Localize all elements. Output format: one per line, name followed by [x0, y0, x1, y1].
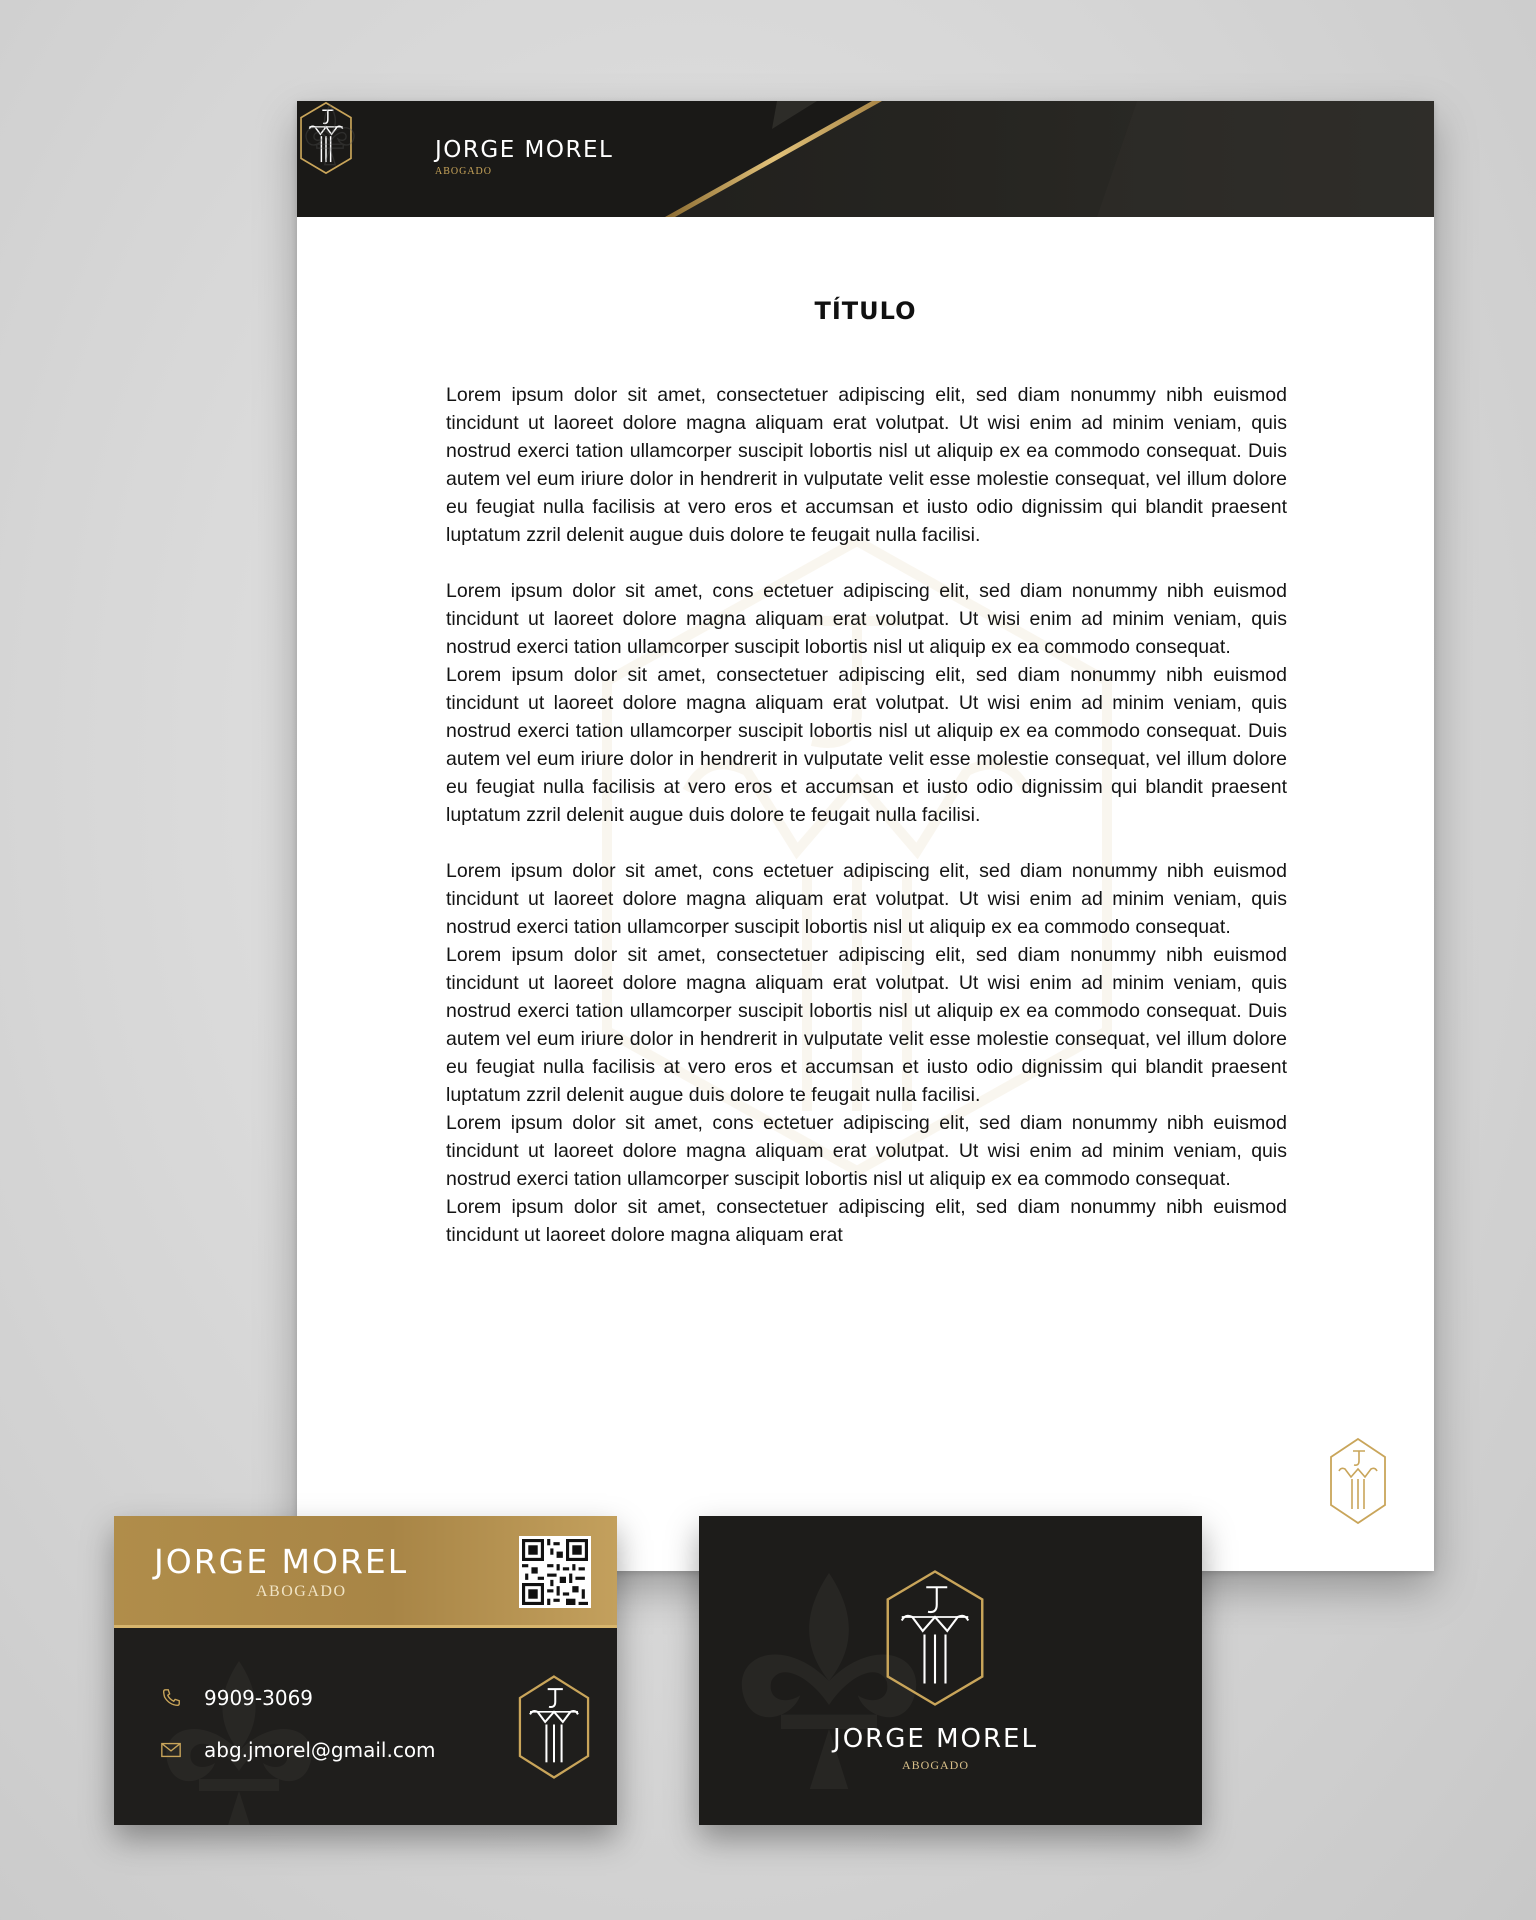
phone-number[interactable]: 9909-3069: [204, 1686, 314, 1710]
body-paragraph: Lorem ipsum dolor sit amet, consectetuer adipiscing elit, sed diam nonummy nibh euismod tincidunt ut laoreet dolore magna aliquam erat volutpat. Ut wisi enim ad minim veniam, quis nostrud exerci tation ullamcorper suscipit lobortis nisl ut aliquip ex ea commodo consequat. Duis autem vel eum iriure dolor in hendrerit in vulputate velit esse molestie consequat, vel illum dolore eu feugiat nulla facilisis at vero eros et accumsan et iusto odio dignissim qui blandit praesent luptatum zzril delenit augue duis dolore te feugait nulla facilisi.: [446, 664, 1287, 826]
card-brand-name: JORGE MOREL: [154, 1542, 409, 1581]
phone-icon: [158, 1687, 184, 1709]
monogram-logo-icon: [516, 1674, 592, 1780]
footer-monogram-icon: [1328, 1437, 1388, 1525]
card-back-brand-name: JORGE MOREL: [833, 1724, 1038, 1754]
email-row[interactable]: [158, 1738, 436, 1762]
body-paragraph: Lorem ipsum dolor sit amet, consectetuer adipiscing elit, sed diam nonummy nibh euismod tincidunt ut laoreet dolore magna aliquam erat volutpat. Ut wisi enim ad minim veniam, quis nostrud exerci tation ullamcorper suscipit lobortis nisl ut aliquip ex ea commodo consequat. Duis autem vel eum iriure dolor in hendrerit in vulputate velit esse molestie consequat, vel illum dolore eu feugiat nulla facilisis at vero eros et accumsan et iusto odio dignissim qui blandit praesent luptatum zzril delenit augue duis dolore te feugait nulla facilisi.: [446, 944, 1287, 1106]
body-paragraph: Lorem ipsum dolor sit amet, consectetuer adipiscing elit, sed diam nonummy nibh euismod tincidunt ut laoreet dolore magna aliquam erat volutpat. Ut wisi enim ad minim veniam, quis nostrud exerci tation ullamcorper suscipit lobortis nisl ut aliquip ex ea commodo consequat. Duis autem vel eum iriure dolor in hendrerit in vulputate velit esse molestie consequat, vel illum dolore eu feugiat nulla facilisis at vero eros et accumsan et iusto odio dignissim qui blandit praesent luptatum zzril delenit augue duis dolore te feugait nulla facilisi.: [446, 384, 1287, 546]
business-card-back: [699, 1516, 1202, 1825]
letterhead-header: [297, 101, 1434, 217]
header-brand-subtitle: ABOGADO: [435, 166, 492, 177]
header-brand-name: JORGE MOREL: [435, 137, 614, 163]
card-brand-subtitle: ABOGADO: [256, 1583, 347, 1600]
email-address[interactable]: abg.jmorel@gmail.com: [204, 1738, 436, 1762]
business-card-front: [114, 1516, 617, 1825]
monogram-logo-icon: [882, 1568, 988, 1708]
phone-row[interactable]: [158, 1686, 313, 1710]
body-paragraph: Lorem ipsum dolor sit amet, consectetuer adipiscing elit, sed diam nonummy nibh euismod tincidunt ut laoreet dolore magna aliquam erat: [446, 1196, 1287, 1246]
body-paragraph: Lorem ipsum dolor sit amet, cons ectetuer adipiscing elit, sed diam nonummy nibh euismod tincidunt ut laoreet dolore magna aliquam erat volutpat. Ut wisi enim ad minim veniam, quis nostrud exerci tation ullamcorper suscipit lobortis nisl ut aliquip ex ea commodo consequat.: [446, 580, 1287, 658]
body-paragraph: Lorem ipsum dolor sit amet, cons ectetuer adipiscing elit, sed diam nonummy nibh euismod tincidunt ut laoreet dolore magna aliquam erat volutpat. Ut wisi enim ad minim veniam, quis nostrud exerci tation ullamcorper suscipit lobortis nisl ut aliquip ex ea commodo consequat.: [446, 860, 1287, 938]
card-gold-band: [114, 1516, 617, 1628]
letter-body: [446, 381, 1287, 1249]
card-back-brand-subtitle: ABOGADO: [902, 1758, 969, 1772]
letterhead-page: [297, 101, 1434, 1571]
body-paragraph: Lorem ipsum dolor sit amet, cons ectetuer adipiscing elit, sed diam nonummy nibh euismod tincidunt ut laoreet dolore magna aliquam erat volutpat. Ut wisi enim ad minim veniam, quis nostrud exerci tation ullamcorper suscipit lobortis nisl ut aliquip ex ea commodo consequat.: [446, 1112, 1287, 1190]
letter-title: TÍTULO: [814, 297, 917, 325]
fleur-de-lis-icon: [297, 101, 363, 169]
envelope-icon: [158, 1739, 184, 1761]
qr-code-icon[interactable]: [519, 1536, 591, 1608]
